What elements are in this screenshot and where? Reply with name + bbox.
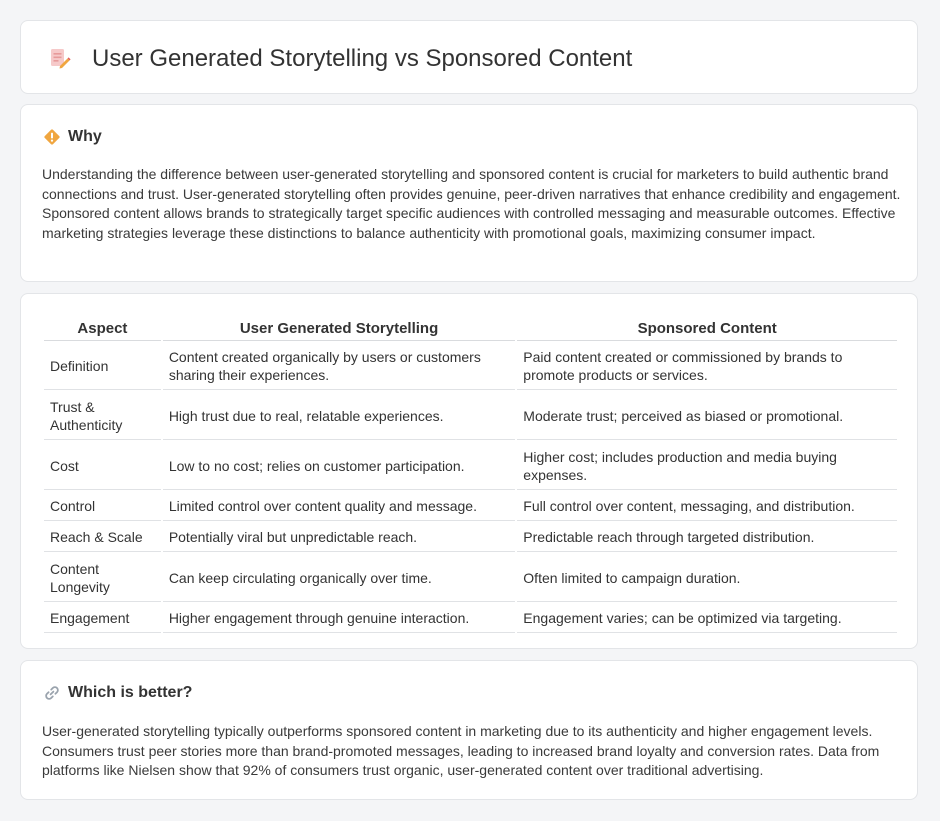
sponsored-cell: Full control over content, messaging, and distribution. xyxy=(517,490,897,521)
sponsored-cell: Often limited to campaign duration. xyxy=(517,552,897,602)
diamond-warning-icon xyxy=(43,128,61,146)
table-row xyxy=(44,490,897,521)
aspect-cell: Control xyxy=(44,490,161,521)
table-row xyxy=(44,440,897,490)
aspect-cell: Trust & Authenticity xyxy=(44,390,161,440)
aspect-cell: Engagement xyxy=(44,602,161,633)
which-is-better-card xyxy=(20,660,918,800)
table-row xyxy=(44,521,897,552)
user-generated-cell: Low to no cost; relies on customer participation. xyxy=(163,440,515,490)
column-header-sponsored: Sponsored Content xyxy=(517,314,897,341)
link-icon xyxy=(43,684,61,702)
better-paragraph: User-generated storytelling typically outperforms sponsored content in marketing due to its authenticity and higher engagement levels. Consumers trust peer stories more than brand-promoted messages, leading to increased brand loyalty and conversion rates. Data from platforms like Nielsen show that 92% of consumers trust organic, user-generated content over traditional advertising. xyxy=(42,723,880,778)
user-generated-cell: Content created organically by users or customers sharing their experiences. xyxy=(163,341,515,390)
aspect-cell: Reach & Scale xyxy=(44,521,161,552)
sponsored-cell: Engagement varies; can be optimized via targeting. xyxy=(517,602,897,633)
comparison-table xyxy=(42,314,899,633)
user-generated-cell: Limited control over content quality and message. xyxy=(163,490,515,521)
why-card xyxy=(20,104,918,282)
better-heading: Which is better? xyxy=(68,684,193,701)
why-heading: Why xyxy=(68,128,102,145)
table-row xyxy=(44,390,897,440)
table-row xyxy=(44,602,897,633)
table-row xyxy=(44,552,897,602)
aspect-cell: Content Longevity xyxy=(44,552,161,602)
table-header-row xyxy=(44,314,897,341)
column-header-user-generated: User Generated Storytelling xyxy=(163,314,515,341)
document-pencil-icon xyxy=(47,46,71,70)
sponsored-cell: Predictable reach through targeted distribution. xyxy=(517,521,897,552)
sponsored-cell: Paid content created or commissioned by brands to promote products or services. xyxy=(517,341,897,390)
header-card xyxy=(20,20,918,94)
user-generated-cell: Higher engagement through genuine interaction. xyxy=(163,602,515,633)
user-generated-cell: Potentially viral but unpredictable reach. xyxy=(163,521,515,552)
column-header-aspect: Aspect xyxy=(44,314,161,341)
user-generated-cell: Can keep circulating organically over time. xyxy=(163,552,515,602)
better-heading-row xyxy=(43,683,192,703)
aspect-cell: Definition xyxy=(44,341,161,390)
sponsored-cell: Higher cost; includes production and media buying expenses. xyxy=(517,440,897,490)
why-heading-row xyxy=(43,127,102,147)
why-paragraph: Understanding the difference between user-generated storytelling and sponsored content is crucial for marketers to build authentic brand connections and trust. User-generated storytelling often provides genuine, peer-driven narratives that enhance credibility and engagement. Sponsored content allows brands to strategically target specific audiences with controlled messaging and measurable outcomes. Effective marketing strategies leverage these distinctions to balance authenticity with promotional goals, maximizing consumer impact. xyxy=(42,166,901,241)
user-generated-cell: High trust due to real, relatable experiences. xyxy=(163,390,515,440)
page-title: User Generated Storytelling vs Sponsored Content xyxy=(92,45,633,72)
sponsored-cell: Moderate trust; perceived as biased or promotional. xyxy=(517,390,897,440)
comparison-card xyxy=(20,293,918,649)
aspect-cell: Cost xyxy=(44,440,161,490)
table-row xyxy=(44,341,897,390)
